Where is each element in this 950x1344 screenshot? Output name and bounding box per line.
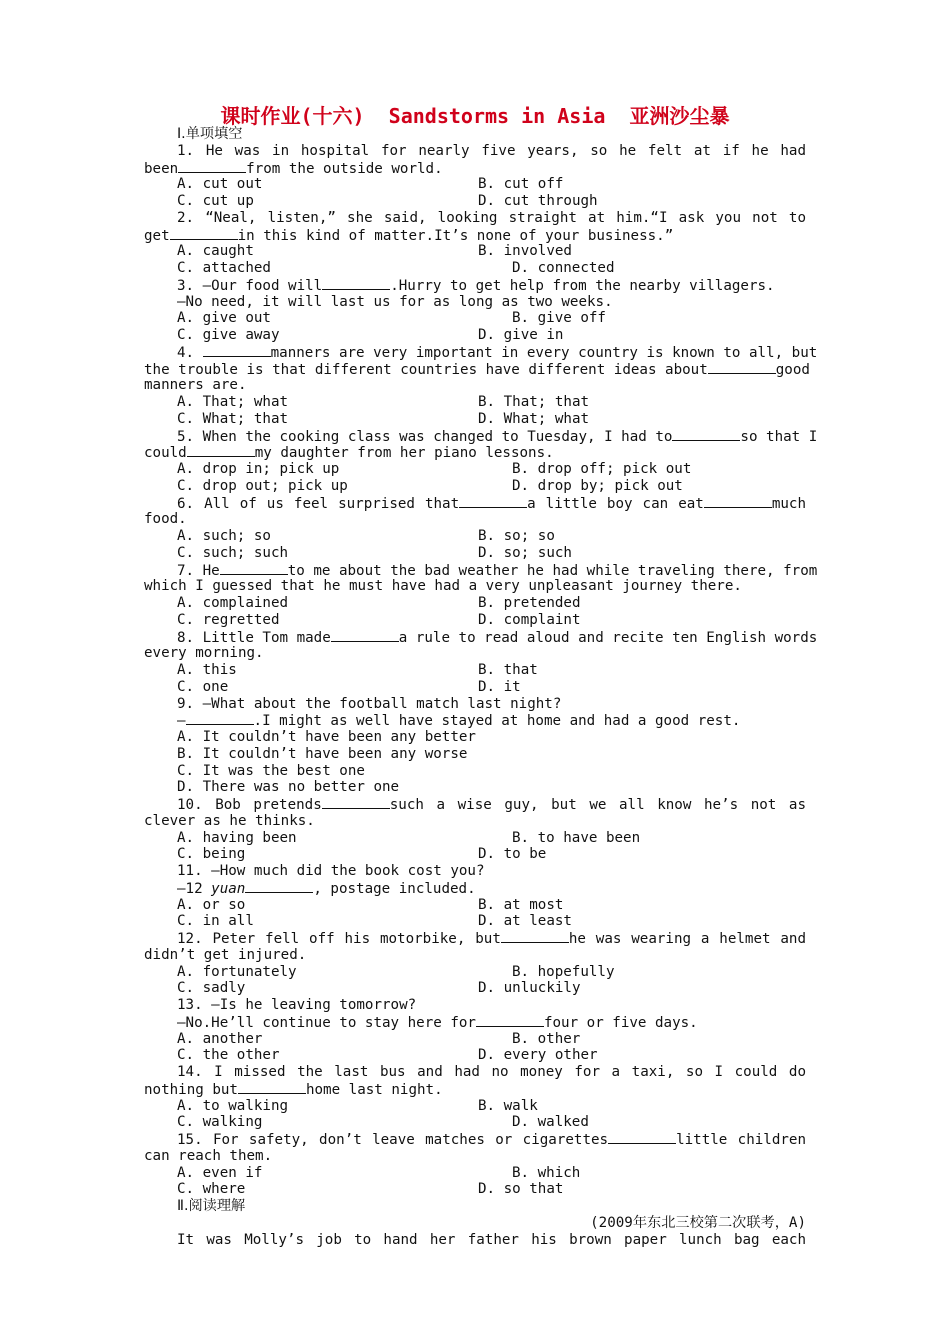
question-11-line-2: —12 yuan , postage included. — [177, 880, 476, 897]
question-3-line-2: —No need, it will last us for as long as two weeks. — [177, 293, 613, 310]
option-a: A. to walking — [177, 1097, 289, 1114]
option-d: D. What; what — [478, 410, 590, 427]
option-b: B. which — [512, 1164, 581, 1181]
option-a: A. complained — [177, 595, 289, 611]
question-13-options-ab — [144, 1031, 806, 1048]
question-4-line-1: 4. manners are very important in every country is known to all, but — [177, 344, 818, 361]
question-15-line-1: 15. For safety, don’t leave matches or cigarettes little children — [177, 1132, 806, 1148]
answer-blank — [476, 1014, 544, 1027]
section-heading-2: Ⅱ.阅读理解 — [177, 1198, 246, 1214]
question-11-options-ab — [144, 897, 806, 914]
option-a: A. That; what — [177, 394, 289, 410]
option-c: C. give away — [177, 327, 280, 343]
option-c: C. It was the best one — [177, 762, 365, 779]
question-12-options-ab — [144, 964, 806, 981]
option-d: D. connected — [512, 260, 615, 276]
question-15-line-2: can reach them. — [144, 1147, 273, 1164]
exercise-body — [144, 126, 818, 1248]
answer-blank — [170, 227, 238, 240]
question-1-options-cd — [144, 193, 806, 210]
option-b: B. cut off — [478, 176, 564, 193]
option-a: A. give out — [177, 310, 271, 327]
question-13-options-cd — [144, 1047, 806, 1064]
question-1-options-ab — [144, 176, 806, 193]
option-b: B. so; so — [478, 528, 555, 544]
question-4-options-cd — [144, 411, 806, 428]
question-14-options-cd — [144, 1114, 806, 1131]
passage-source: (2009年东北三校第二次联考，A) — [590, 1214, 806, 1231]
option-d: D. walked — [512, 1114, 589, 1131]
answer-blank — [187, 444, 255, 457]
question-10-options-ab — [144, 830, 806, 847]
option-c: C. such; such — [177, 544, 289, 561]
option-b: B. That; that — [478, 394, 590, 410]
question-3-options-cd — [144, 327, 806, 344]
question-1-line-1: 1. He was in hospital for nearly five years, so he felt at if he had — [177, 142, 806, 159]
option-a: A. another — [177, 1030, 263, 1047]
question-6-options-ab — [144, 528, 806, 545]
question-7-line-2: which I guessed that he must have had a very unpleasant journey there. — [144, 578, 742, 595]
question-7-options-cd — [144, 612, 806, 629]
option-b: B. hopefully — [512, 963, 615, 980]
answer-blank — [203, 344, 271, 357]
question-8-line-1: 8. Little Tom made a rule to read aloud and recite ten English words — [177, 629, 818, 646]
answer-blank — [672, 428, 740, 441]
option-c: C. one — [177, 678, 229, 695]
question-13-line-2: —No.He’ll continue to stay here for four or five days. — [177, 1014, 698, 1031]
question-11-options-cd — [144, 913, 806, 930]
answer-blank — [608, 1131, 676, 1144]
option-a: A. fortunately — [177, 963, 297, 980]
answer-blank — [178, 160, 246, 173]
passage-first-line: It was Molly’s job to hand her father his brown paper lunch bag each — [177, 1231, 806, 1248]
option-d: D. to be — [478, 846, 547, 863]
question-4-line-3: manners are. — [144, 377, 247, 394]
option-a: A. such; so — [177, 528, 271, 544]
option-c: C. sadly — [177, 980, 246, 997]
question-5-options-ab — [144, 461, 806, 478]
option-c: C. where — [177, 1181, 246, 1198]
question-2-line-1: 2. “Neal, listen,” she said, looking straight at him.“I ask you not to — [177, 209, 806, 226]
section-heading-1: Ⅰ.单项填空 — [177, 126, 243, 142]
question-6-line-2: food. — [144, 511, 187, 528]
option-a: A. drop in; pick up — [177, 461, 340, 477]
answer-blank — [322, 796, 390, 809]
answer-blank — [322, 277, 390, 290]
option-a: A. this — [177, 662, 237, 678]
option-b: B. to have been — [512, 829, 641, 846]
option-d: D. give in — [478, 327, 564, 343]
answer-blank — [238, 1081, 306, 1094]
question-3-options-ab — [144, 310, 806, 327]
question-12-options-cd — [144, 980, 806, 997]
question-8-options-cd — [144, 679, 806, 696]
question-7-line-1: 7. He to me about the bad weather he had while traveling there, from — [177, 562, 818, 579]
option-d: D. every other — [478, 1047, 598, 1064]
option-b: B. at most — [478, 896, 564, 913]
option-d: D. There was no better one — [177, 779, 400, 796]
question-4-line-2: the trouble is that different countries have different ideas about good — [144, 361, 810, 378]
option-a: A. even if — [177, 1164, 263, 1181]
option-a: A. cut out — [177, 176, 263, 193]
option-d: D. unluckily — [478, 980, 581, 997]
question-14-options-ab — [144, 1098, 806, 1115]
option-c: C. drop out; pick up — [177, 477, 348, 494]
question-9-line-1: 9. —What about the football match last night? — [177, 695, 562, 712]
option-c: C. being — [177, 846, 246, 863]
question-6-line-1: 6. All of us feel surprised that a little boy can eat much — [177, 495, 806, 512]
question-7-options-ab — [144, 595, 806, 612]
question-1-line-2: been from the outside world. — [144, 160, 443, 177]
question-14-line-1: 14. I missed the last bus and had no money for a taxi, so I could do — [177, 1064, 806, 1080]
option-d: D. so that — [478, 1181, 564, 1198]
option-b: B. give off — [512, 310, 606, 327]
option-d: D. at least — [478, 913, 572, 930]
question-3-line-1: 3. —Our food will .Hurry to get help from the nearby villagers. — [177, 277, 775, 294]
question-8-options-ab — [144, 662, 806, 679]
option-c: C. What; that — [177, 410, 289, 427]
question-5-line-1: 5. When the cooking class was changed to Tuesday, I had to so that I — [177, 428, 818, 445]
question-9-line-2: — .I might as well have stayed at home and had a good rest. — [177, 713, 741, 730]
answer-blank — [708, 361, 776, 374]
answer-blank — [186, 712, 254, 725]
option-c: C. the other — [177, 1047, 280, 1064]
question-5-line-2: could my daughter from her piano lessons. — [144, 445, 554, 462]
question-6-options-cd — [144, 545, 806, 562]
question-5-options-cd — [144, 478, 806, 495]
question-10-options-cd — [144, 846, 806, 863]
answer-blank — [245, 880, 313, 893]
question-12-line-2: didn’t get injured. — [144, 946, 307, 963]
option-c: C. walking — [177, 1114, 263, 1131]
question-13-line-1: 13. —Is he leaving tomorrow? — [177, 997, 417, 1013]
option-d: D. so; such — [478, 544, 572, 561]
option-c: C. regretted — [177, 611, 280, 628]
question-8-line-2: every morning. — [144, 645, 264, 662]
option-d: D. complaint — [478, 611, 581, 628]
question-10-line-2: clever as he thinks. — [144, 812, 315, 829]
question-15-options-ab — [144, 1165, 806, 1182]
option-a: A. or so — [177, 896, 246, 913]
option-d: D. it — [478, 678, 521, 695]
option-b: B. It couldn’t have been any worse — [177, 745, 468, 762]
question-4-options-ab — [144, 394, 806, 411]
answer-blank — [501, 930, 569, 943]
question-2-line-2: get in this kind of matter.It’s none of your business.” — [144, 227, 674, 244]
option-b: B. walk — [478, 1097, 538, 1114]
option-d: D. drop by; pick out — [512, 477, 683, 494]
option-a: A. having been — [177, 829, 297, 846]
option-b: B. that — [478, 662, 538, 678]
answer-blank — [220, 562, 288, 575]
option-c: C. cut up — [177, 193, 254, 209]
question-11-line-1: 11. —How much did the book cost you? — [177, 863, 485, 879]
option-c: C. in all — [177, 913, 254, 930]
page-title: 课时作业(十六) Sandstorms in Asia 亚洲沙尘暴 — [220, 104, 730, 128]
answer-blank — [704, 495, 772, 508]
option-b: B. drop off; pick out — [512, 461, 692, 477]
option-a: A. caught — [177, 243, 254, 260]
option-b: B. pretended — [478, 595, 581, 611]
answer-blank — [459, 495, 527, 508]
question-2-options-ab — [144, 243, 806, 260]
option-b: B. other — [512, 1030, 581, 1047]
question-10-line-1: 10. Bob pretends such a wise guy, but we all know he’s not as — [177, 797, 806, 813]
option-d: D. cut through — [478, 193, 598, 209]
option-b: B. involved — [478, 243, 572, 260]
option-a: A. It couldn’t have been any better — [177, 729, 476, 745]
question-2-options-cd — [144, 260, 806, 277]
answer-blank — [331, 629, 399, 642]
option-c: C. attached — [177, 260, 271, 276]
question-12-line-1: 12. Peter fell off his motorbike, but he was wearing a helmet and — [177, 931, 806, 947]
question-14-line-2: nothing but home last night. — [144, 1081, 443, 1098]
question-15-options-cd — [144, 1181, 806, 1198]
